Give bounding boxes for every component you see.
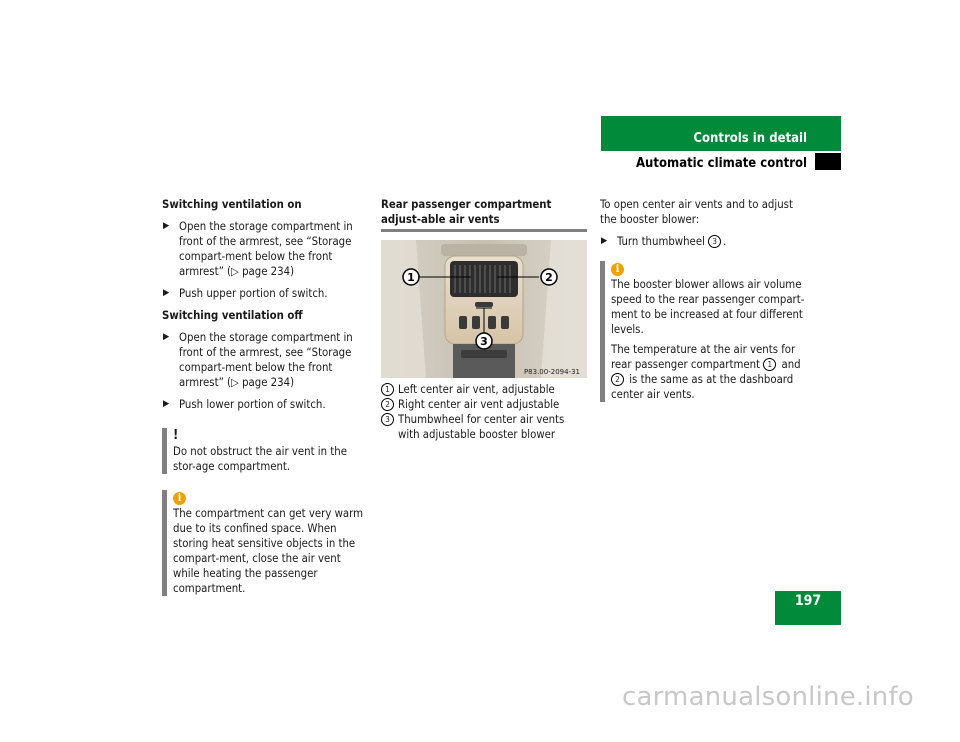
- info-icon: i: [173, 492, 186, 505]
- warning-exclamation-icon: !: [173, 428, 179, 443]
- column-right: [600, 197, 810, 402]
- list-item: [162, 330, 370, 390]
- legend-item: [381, 397, 587, 412]
- info-text-2: [611, 342, 810, 402]
- legend-text: Right center air vent adjustable: [398, 398, 560, 411]
- heading-ventilation-on: Switching ventilation on: [162, 198, 302, 211]
- info-icon: i: [611, 263, 624, 276]
- column-middle: [381, 197, 587, 442]
- air-vents-illustration: [381, 240, 587, 378]
- watermark: carmanualsonline.info: [622, 682, 914, 712]
- list-item-text: Push lower portion of switch.: [179, 398, 326, 411]
- legend-text: Thumbwheel for center air vents with adjustable booster blower: [398, 413, 565, 441]
- note-bar: [600, 261, 605, 402]
- legend: [381, 382, 587, 442]
- header-marker: [815, 153, 841, 170]
- svg-text:3: 3: [480, 335, 488, 348]
- callout-number: 2: [611, 373, 624, 386]
- list-item-text: Open the storage compartment in front of the armrest, see “Storage compart-ment below the front armrest” (▷ page 234): [179, 331, 353, 389]
- note-bar: [162, 490, 167, 596]
- intro-text: To open center air vents and to adjust the booster blower:: [600, 198, 793, 226]
- info-text-part: is the same as at the dashboard center air vents.: [611, 373, 794, 401]
- callout-1: [403, 269, 419, 285]
- callout-number: 3: [381, 413, 394, 426]
- list-item-text: Turn thumbwheel: [617, 235, 705, 248]
- list-item-text: Push upper portion of switch.: [179, 287, 328, 300]
- arrow-bullet-icon: ▶: [163, 399, 170, 409]
- callout-number: 1: [763, 358, 776, 371]
- air-vents-photo: [381, 240, 587, 378]
- warning-note: [162, 428, 370, 474]
- heading-rule: [381, 229, 587, 232]
- callout-number: 1: [381, 383, 394, 396]
- list-item: [162, 219, 370, 279]
- legend-item: [381, 382, 587, 397]
- list-item: [600, 234, 810, 249]
- callout-2: [541, 269, 557, 285]
- heading-ventilation-off: Switching ventilation off: [162, 309, 303, 322]
- info-note: [600, 261, 810, 402]
- page-number: 197: [794, 593, 822, 609]
- svg-text:1: 1: [407, 271, 415, 284]
- info-text: The compartment can get very warm due to its confined space. When storing heat sensitive objects in the compart-ment, close the air vent while heating the passenger compartment.: [173, 507, 363, 595]
- list-item-punct: .: [723, 235, 727, 248]
- note-bar: [162, 428, 167, 474]
- legend-item: [381, 412, 587, 442]
- list-item-text: Open the storage compartment in front of the armrest, see “Storage compart-ment below the front armrest” (▷ page 234): [179, 220, 353, 278]
- arrow-bullet-icon: ▶: [163, 221, 170, 231]
- callout-3: [476, 333, 492, 349]
- info-text-part: and: [781, 358, 801, 371]
- legend-text: Left center air vent, adjustable: [398, 383, 555, 396]
- arrow-bullet-icon: ▶: [163, 288, 170, 298]
- arrow-bullet-icon: ▶: [163, 332, 170, 342]
- info-text: The booster blower allows air volume speed to the rear passenger compart-ment to be increased at four different levels.: [611, 278, 805, 336]
- image-code: P83.00-2094-31: [523, 368, 580, 376]
- callout-number: 2: [381, 398, 394, 411]
- warning-text: Do not obstruct the air vent in the stor-age compartment.: [173, 445, 347, 473]
- section-subtitle: Automatic climate control: [636, 156, 807, 171]
- section-title: Controls in detail: [693, 131, 807, 146]
- list-item: [162, 286, 370, 301]
- list-item: [162, 397, 370, 412]
- callout-number: 3: [708, 235, 721, 248]
- info-note: [162, 490, 370, 596]
- info-text-part: The temperature at the air vents for rear passenger compartment: [611, 343, 796, 371]
- svg-text:2: 2: [545, 271, 553, 284]
- heading-rear-air-vents: Rear passenger compartment adjust-able air vents: [381, 198, 552, 226]
- arrow-bullet-icon: ▶: [601, 236, 608, 246]
- column-left: [162, 197, 370, 596]
